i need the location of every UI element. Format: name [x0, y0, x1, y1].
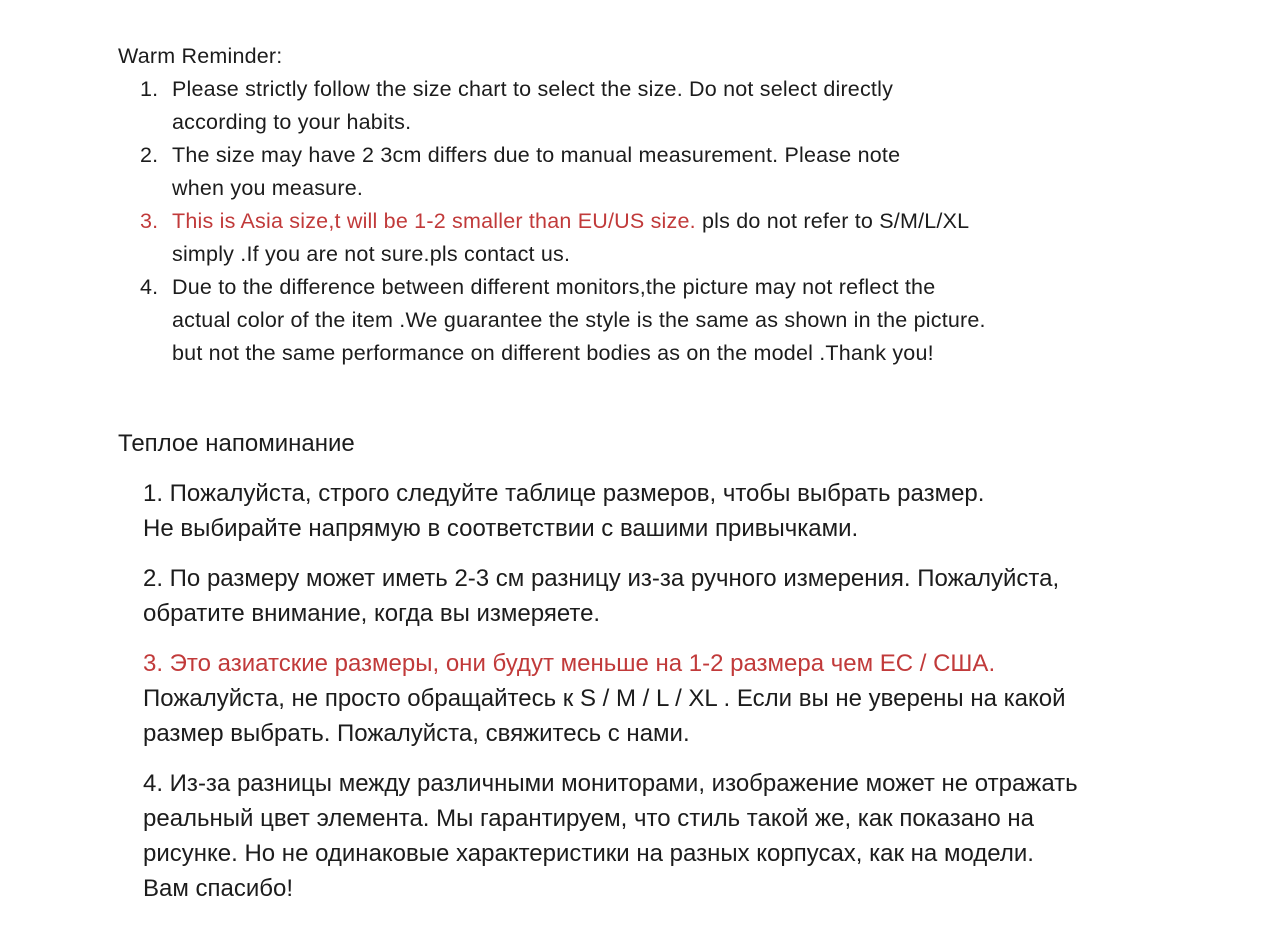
item-text-red: 3. Это азиатские размеры, они будут меньше на 1-2 размера чем ЕС / США.	[143, 650, 996, 677]
item-text: Due to the difference between different monitors,the picture may not reflect the actual color of the item .We guarantee the style is the same as shown in the picture. but not the same performance on different bodies as on the model .Thank you!	[172, 275, 986, 365]
list-item	[143, 476, 1220, 546]
item-text-wrap	[172, 271, 986, 370]
list-item	[140, 139, 1220, 205]
list-item	[140, 73, 1220, 139]
list-item	[143, 766, 1220, 906]
russian-reminder-list	[143, 476, 1220, 906]
list-item	[143, 561, 1220, 631]
item-text: pls do not refer to S/M/L/XL simply .If you are not sure.pls contact us.	[172, 209, 970, 266]
list-item	[140, 271, 1220, 370]
russian-reminder-section	[118, 426, 1220, 906]
item-number: 4.	[140, 275, 159, 299]
item-text: 2. По размеру может иметь 2-3 см разницу из-за ручного измерения. Пожалуйста, обратите внимание, когда вы измеряете.	[143, 565, 1060, 627]
item-number: 1.	[140, 77, 159, 101]
english-reminder-section	[118, 40, 1220, 370]
item-number: 3.	[140, 209, 159, 233]
item-text: The size may have 2 3cm differs due to manual measurement. Please note when you measure.	[172, 143, 901, 200]
item-text: 1. Пожалуйста, строго следуйте таблице размеров, чтобы выбрать размер. Не выбирайте напрямую в соответствии с вашими привычками.	[143, 480, 985, 542]
item-text: 4. Из-за разницы между различными мониторами, изображение может не отражать реальный цвет элемента. Мы гарантируем, что стиль такой же, как показано на рисунке. Но не одинаковые характеристики на разных корпусах, как на модели. Вам спасибо!	[143, 770, 1078, 902]
item-text-wrap	[172, 73, 893, 139]
list-item	[140, 205, 1220, 271]
warm-reminder-title: Warm Reminder:	[118, 44, 283, 68]
item-number: 2.	[140, 143, 159, 167]
item-text-red: This is Asia size,t will be 1-2 smaller than EU/US size.	[172, 209, 696, 233]
english-reminder-list	[140, 73, 1220, 370]
item-text-wrap	[172, 139, 900, 205]
list-item	[143, 646, 1220, 751]
item-text: Please strictly follow the size chart to select the size. Do not select directly according to your habits.	[172, 77, 894, 134]
item-text: Пожалуйста, не просто обращайтесь к S / M / L / XL . Если вы не уверены на какой размер выбрать. Пожалуйста, свяжитесь с нами.	[143, 685, 1066, 747]
russian-title: Теплое напоминание	[118, 430, 355, 457]
item-text-wrap	[172, 205, 969, 271]
